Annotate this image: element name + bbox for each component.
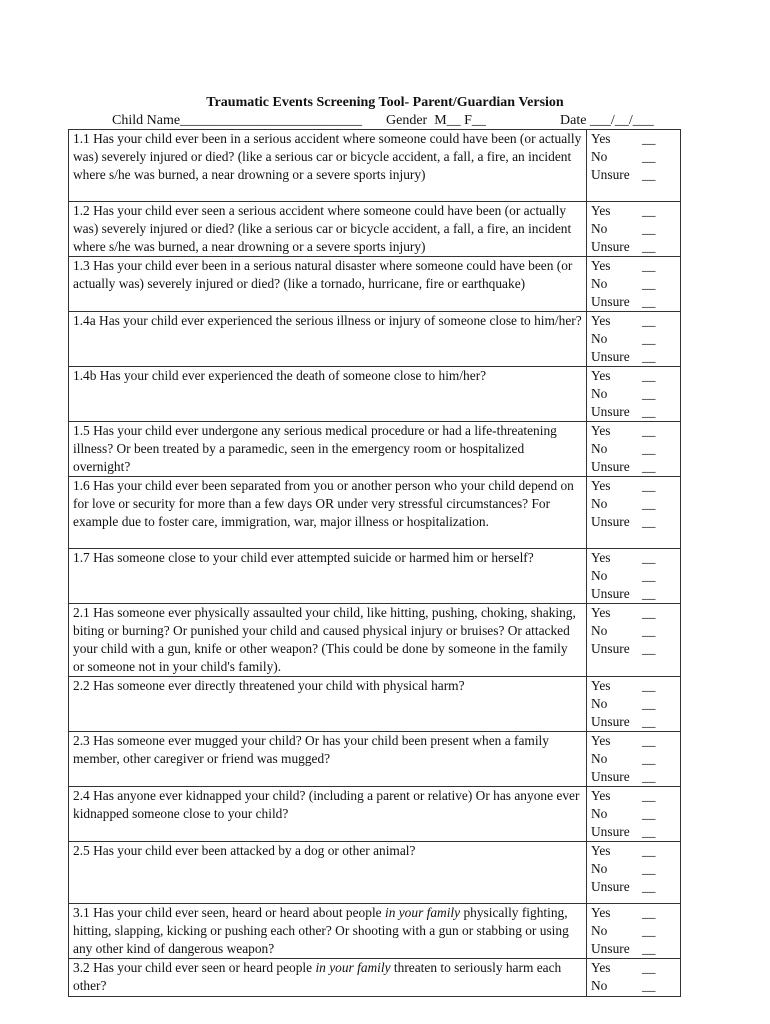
option-unsure[interactable] xyxy=(591,585,676,603)
option-no-blank[interactable]: __ xyxy=(642,861,656,876)
question-text: 2.4 Has anyone ever kidnapped your child? (including a parent or relative) Or has anyone ever kidnapped someone close to your child? xyxy=(69,787,587,842)
option-yes-blank[interactable]: __ xyxy=(642,605,656,620)
option-yes-label: Yes xyxy=(591,313,611,328)
option-unsure[interactable] xyxy=(591,513,676,531)
answer-options xyxy=(587,842,681,904)
option-yes-blank[interactable]: __ xyxy=(642,960,656,975)
option-yes-label: Yes xyxy=(591,960,611,975)
form-title: Traumatic Events Screening Tool- Parent/Guardian Version xyxy=(206,95,564,110)
option-yes-blank[interactable]: __ xyxy=(642,550,656,565)
question-text: 1.3 Has your child ever been in a serious natural disaster where someone could have been (or actually was) severely injured or died? (like a tornado, hurricane, fire or earthquake) xyxy=(69,257,587,312)
question-text xyxy=(69,959,587,997)
option-unsure-blank[interactable]: __ xyxy=(642,459,656,474)
option-unsure-label: Unsure xyxy=(591,459,630,474)
option-yes[interactable] xyxy=(591,257,676,275)
option-no-blank[interactable]: __ xyxy=(642,276,656,291)
option-no-label: No xyxy=(591,221,608,236)
option-unsure-blank[interactable]: __ xyxy=(642,824,656,839)
option-yes[interactable] xyxy=(591,422,676,440)
question-text-part: 3.1 Has your child ever seen, heard or heard about people xyxy=(73,905,385,920)
option-yes[interactable] xyxy=(591,677,676,695)
option-yes-label: Yes xyxy=(591,905,611,920)
option-no[interactable] xyxy=(591,330,676,348)
option-unsure-label: Unsure xyxy=(591,641,630,656)
option-yes[interactable] xyxy=(591,842,676,860)
option-unsure[interactable] xyxy=(591,768,676,786)
option-unsure-label: Unsure xyxy=(591,514,630,529)
question-text-part: physically fighting, hitting, slapping, kicking or pushing each other? Or shooting with a gun or stabbing or using any other kind of dangerous weapon? xyxy=(73,905,569,956)
option-unsure[interactable] xyxy=(591,940,676,958)
option-yes-label: Yes xyxy=(591,605,611,620)
option-no[interactable] xyxy=(591,695,676,713)
option-no[interactable] xyxy=(591,922,676,940)
option-yes[interactable] xyxy=(591,604,676,622)
option-unsure-blank[interactable]: __ xyxy=(642,641,656,656)
option-yes[interactable] xyxy=(591,904,676,922)
answer-options xyxy=(587,422,681,477)
option-no-label: No xyxy=(591,923,608,938)
question-text: 1.7 Has someone close to your child ever attempted suicide or harmed him or herself? xyxy=(69,549,587,604)
option-no[interactable] xyxy=(591,495,676,513)
option-unsure-blank[interactable]: __ xyxy=(642,514,656,529)
option-unsure[interactable] xyxy=(591,166,676,184)
option-no-label: No xyxy=(591,696,608,711)
option-unsure[interactable] xyxy=(591,403,676,421)
option-no[interactable] xyxy=(591,977,676,995)
option-unsure-label: Unsure xyxy=(591,586,630,601)
question-text-part: threaten to seriously harm each other? xyxy=(73,960,562,993)
option-no[interactable] xyxy=(591,440,676,458)
option-unsure-label: Unsure xyxy=(591,714,630,729)
option-no[interactable] xyxy=(591,622,676,640)
answer-options xyxy=(587,312,681,367)
question-text: 2.3 Has someone ever mugged your child? Or has your child been present when a family member, other caregiver or friend was mugged? xyxy=(69,732,587,787)
option-unsure-blank[interactable]: __ xyxy=(642,879,656,894)
option-unsure-label: Unsure xyxy=(591,239,630,254)
option-yes-blank[interactable]: __ xyxy=(642,423,656,438)
option-no-blank[interactable]: __ xyxy=(642,149,656,164)
option-no-blank[interactable]: __ xyxy=(642,978,656,993)
option-yes-blank[interactable]: __ xyxy=(642,368,656,383)
option-yes-label: Yes xyxy=(591,788,611,803)
option-no-label: No xyxy=(591,751,608,766)
answer-options xyxy=(587,604,681,677)
answer-options xyxy=(587,549,681,604)
answer-options xyxy=(587,732,681,787)
option-unsure[interactable] xyxy=(591,348,676,366)
option-no-label: No xyxy=(591,441,608,456)
question-text: 1.1 Has your child ever been in a serious accident where someone could have been (or actually was) severely injured or died? (like a serious car or bicycle accident, a fall, a fire, an incident where s/he was burned, a near drowning or a severe sports injury) xyxy=(69,130,587,202)
answer-options xyxy=(587,477,681,549)
question-row xyxy=(69,422,681,477)
option-yes-blank[interactable]: __ xyxy=(642,733,656,748)
answer-options xyxy=(587,257,681,312)
option-yes-blank[interactable]: __ xyxy=(642,258,656,273)
question-row xyxy=(69,202,681,257)
question-row xyxy=(69,604,681,677)
option-yes-blank[interactable]: __ xyxy=(642,131,656,146)
option-no[interactable] xyxy=(591,750,676,768)
option-no-blank[interactable]: __ xyxy=(642,221,656,236)
option-yes[interactable] xyxy=(591,787,676,805)
option-no-label: No xyxy=(591,496,608,511)
answer-options xyxy=(587,677,681,732)
option-no-label: No xyxy=(591,861,608,876)
option-unsure[interactable] xyxy=(591,713,676,731)
option-unsure-blank[interactable]: __ xyxy=(642,404,656,419)
option-yes-label: Yes xyxy=(591,423,611,438)
answer-options xyxy=(587,787,681,842)
question-row xyxy=(69,787,681,842)
option-unsure-label: Unsure xyxy=(591,941,630,956)
option-no-blank[interactable]: __ xyxy=(642,751,656,766)
date-field[interactable]: Date ___/__/___ xyxy=(560,113,654,128)
question-row xyxy=(69,842,681,904)
option-no-label: No xyxy=(591,568,608,583)
option-no[interactable] xyxy=(591,220,676,238)
answer-options xyxy=(587,959,681,997)
option-yes-label: Yes xyxy=(591,203,611,218)
option-no-blank[interactable]: __ xyxy=(642,806,656,821)
option-unsure[interactable] xyxy=(591,293,676,311)
option-no-label: No xyxy=(591,806,608,821)
option-no-label: No xyxy=(591,276,608,291)
question-row xyxy=(69,312,681,367)
option-no-blank[interactable]: __ xyxy=(642,923,656,938)
option-yes-blank[interactable]: __ xyxy=(642,313,656,328)
option-yes-label: Yes xyxy=(591,368,611,383)
question-row xyxy=(69,367,681,422)
option-no-blank[interactable]: __ xyxy=(642,441,656,456)
answer-options xyxy=(587,367,681,422)
option-no[interactable] xyxy=(591,275,676,293)
question-text xyxy=(69,904,587,959)
option-unsure-blank[interactable]: __ xyxy=(642,769,656,784)
option-no-blank[interactable]: __ xyxy=(642,568,656,583)
question-row xyxy=(69,959,681,997)
option-unsure[interactable] xyxy=(591,878,676,896)
question-text: 1.4a Has your child ever experienced the serious illness or injury of someone close to him/her? xyxy=(69,312,587,367)
option-no-label: No xyxy=(591,331,608,346)
option-yes[interactable] xyxy=(591,549,676,567)
option-yes-label: Yes xyxy=(591,733,611,748)
answer-options xyxy=(587,130,681,202)
option-yes[interactable] xyxy=(591,732,676,750)
option-unsure-blank[interactable]: __ xyxy=(642,239,656,254)
option-unsure-blank[interactable]: __ xyxy=(642,167,656,182)
option-no-label: No xyxy=(591,623,608,638)
option-yes-blank[interactable]: __ xyxy=(642,788,656,803)
option-unsure-label: Unsure xyxy=(591,824,630,839)
option-unsure-blank[interactable]: __ xyxy=(642,294,656,309)
option-no-blank[interactable]: __ xyxy=(642,696,656,711)
child-name-field[interactable]: Child Name__________________________ xyxy=(112,113,363,128)
question-row xyxy=(69,904,681,959)
option-yes-blank[interactable]: __ xyxy=(642,478,656,493)
answer-options xyxy=(587,904,681,959)
option-unsure-label: Unsure xyxy=(591,167,630,182)
option-yes-label: Yes xyxy=(591,258,611,273)
question-row xyxy=(69,732,681,787)
option-unsure-blank[interactable]: __ xyxy=(642,349,656,364)
option-unsure[interactable] xyxy=(591,823,676,841)
question-text: 1.2 Has your child ever seen a serious accident where someone could have been (or actually was) severely injured or died? (like a serious car or bicycle accident, a fall, a fire, an incident where s/he was burned, a near drowning or a severe sports injury) xyxy=(69,202,587,257)
option-yes[interactable] xyxy=(591,312,676,330)
question-text: 2.2 Has someone ever directly threatened your child with physical harm? xyxy=(69,677,587,732)
option-yes-blank[interactable]: __ xyxy=(642,678,656,693)
option-no[interactable] xyxy=(591,148,676,166)
option-no[interactable] xyxy=(591,805,676,823)
option-yes-label: Yes xyxy=(591,678,611,693)
option-yes-label: Yes xyxy=(591,131,611,146)
option-yes[interactable] xyxy=(591,130,676,148)
question-row xyxy=(69,477,681,549)
question-text: 2.1 Has someone ever physically assaulted your child, like hitting, pushing, choking, shaking, biting or burning? Or punished your child and caused physical injury or bruises? Or attacked your child with a gun, knife or other weapon? (This could be done by someone in the family or someone not in your child's family). xyxy=(69,604,587,677)
option-yes-blank[interactable]: __ xyxy=(642,905,656,920)
option-unsure-label: Unsure xyxy=(591,404,630,419)
option-no-label: No xyxy=(591,386,608,401)
answer-options xyxy=(587,202,681,257)
option-unsure[interactable] xyxy=(591,458,676,476)
option-no[interactable] xyxy=(591,385,676,403)
option-yes-label: Yes xyxy=(591,550,611,565)
question-text: 1.6 Has your child ever been separated from you or another person who your child depend on for love or security for more than a few days OR under very stressful circumstances? For example due to foster care, immigration, war, major illness or hospitalization. xyxy=(69,477,587,549)
question-row xyxy=(69,549,681,604)
gender-field[interactable]: Gender M__ F__ xyxy=(386,113,486,128)
option-no-label: No xyxy=(591,149,608,164)
screening-table xyxy=(68,129,681,997)
option-unsure-label: Unsure xyxy=(591,294,630,309)
option-yes-blank[interactable]: __ xyxy=(642,843,656,858)
question-row xyxy=(69,130,681,202)
option-unsure-blank[interactable]: __ xyxy=(642,586,656,601)
question-text-part: 3.2 Has your child ever seen or heard people xyxy=(73,960,316,975)
option-yes[interactable] xyxy=(591,367,676,385)
option-unsure-label: Unsure xyxy=(591,769,630,784)
question-text: 2.5 Has your child ever been attacked by a dog or other animal? xyxy=(69,842,587,904)
question-text: 1.5 Has your child ever undergone any serious medical procedure or had a life-threatening illness? Or been treated by a paramedic, seen in the emergency room or hospitalized overnight? xyxy=(69,422,587,477)
question-text: 1.4b Has your child ever experienced the death of someone close to him/her? xyxy=(69,367,587,422)
option-unsure[interactable] xyxy=(591,640,676,658)
option-no-blank[interactable]: __ xyxy=(642,386,656,401)
option-no[interactable] xyxy=(591,567,676,585)
question-row xyxy=(69,257,681,312)
option-no-label: No xyxy=(591,978,608,993)
option-unsure-blank[interactable]: __ xyxy=(642,941,656,956)
option-unsure-blank[interactable]: __ xyxy=(642,714,656,729)
option-no-blank[interactable]: __ xyxy=(642,331,656,346)
option-unsure-label: Unsure xyxy=(591,879,630,894)
option-yes-blank[interactable]: __ xyxy=(642,203,656,218)
option-yes[interactable] xyxy=(591,202,676,220)
option-yes-label: Yes xyxy=(591,843,611,858)
option-yes[interactable] xyxy=(591,477,676,495)
emphasis-text: in your family xyxy=(315,960,391,975)
option-unsure[interactable] xyxy=(591,238,676,256)
option-no[interactable] xyxy=(591,860,676,878)
option-unsure-label: Unsure xyxy=(591,349,630,364)
option-no-blank[interactable]: __ xyxy=(642,623,656,638)
option-yes[interactable] xyxy=(591,959,676,977)
option-yes-label: Yes xyxy=(591,478,611,493)
option-no-blank[interactable]: __ xyxy=(642,496,656,511)
emphasis-text: in your family xyxy=(384,905,461,920)
question-row xyxy=(69,677,681,732)
